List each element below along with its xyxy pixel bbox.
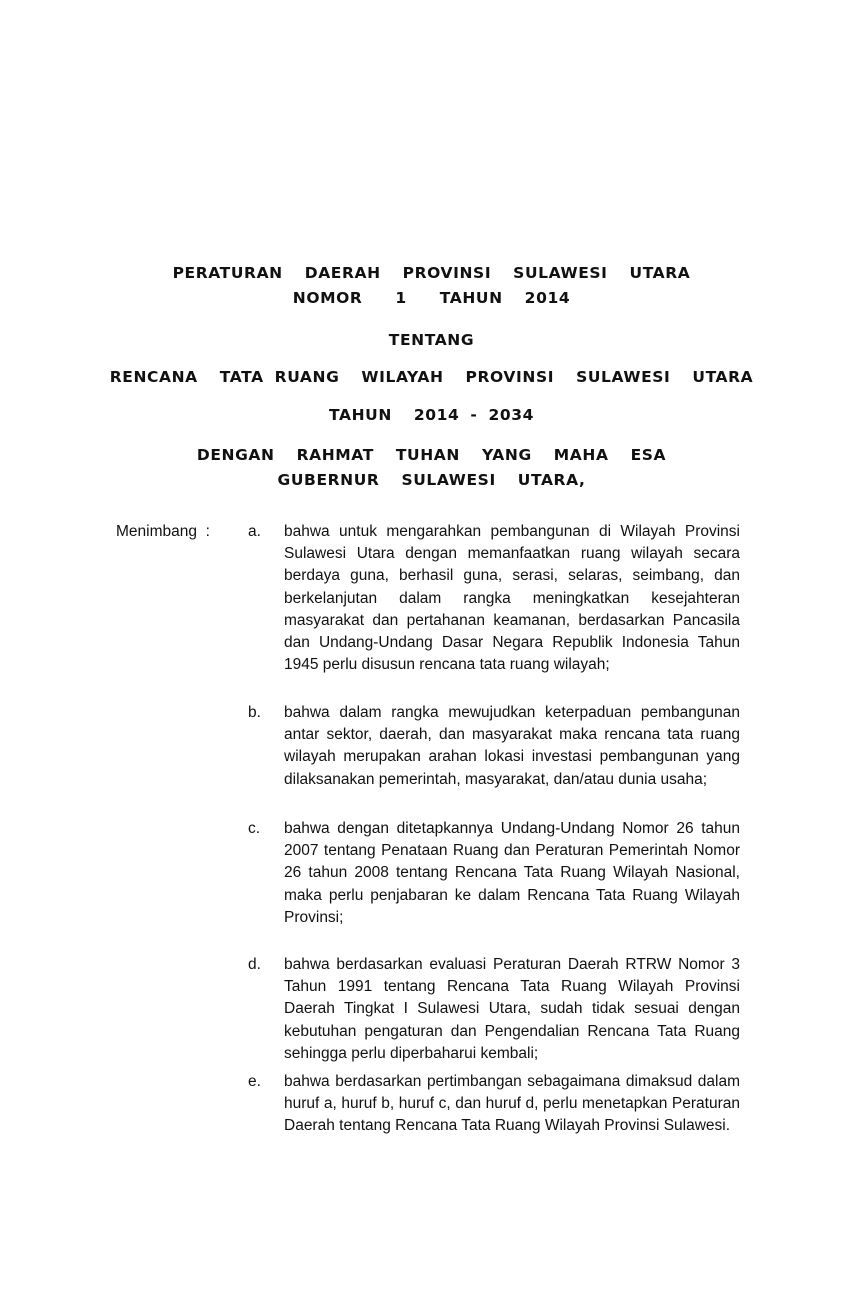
clause-letter: a. (248, 523, 261, 540)
considering-clause-a (248, 521, 740, 676)
regulation-number: NOMOR 1 TAHUN 2014 (292, 289, 571, 307)
issuing-authority: GUBERNUR SULAWESI UTARA, (277, 471, 586, 489)
considering-clause-d (248, 954, 740, 1065)
clause-letter: b. (248, 704, 261, 721)
about-label: TENTANG (388, 331, 475, 349)
regulation-period: TAHUN 2014 - 2034 (329, 406, 534, 424)
clause-text: bahwa berdasarkan pertimbangan sebagaimana dimaksud dalam huruf a, huruf b, huruf c, dan huruf d, perlu menetapkan Peraturan Daerah tentang Rencana Tata Ruang Wilayah Provinsi Sulawesi. (284, 1073, 740, 1135)
clause-text: bahwa untuk mengarahkan pembangunan di Wilayah Provinsi Sulawesi Utara dengan memanfaatkan ruang wilayah secara berdaya guna, berhasil guna, serasi, selaras, seimbang, dan berkelanjutan dalam rangka meningkatkan kesejahteran masyarakat dan pertahanan keamanan, berdasarkan Pancasila dan Undang-Undang Dasar Negara Republik Indonesia Tahun 1945 perlu disusun rencana tata ruang wilayah; (284, 523, 740, 674)
clause-text: bahwa dengan ditetapkannya Undang-Undang Nomor 26 tahun 2007 tentang Penataan Ruang dan Peraturan Pemerintah Nomor 26 tahun 2008 tentang Rencana Tata Ruang Wilayah Nasional, maka perlu penjabaran ke dalam Rencana Tata Ruang Wilayah Provinsi; (284, 820, 740, 926)
considering-clause-b (248, 702, 740, 791)
invocation: DENGAN RAHMAT TUHAN YANG MAHA ESA (196, 446, 667, 464)
considering-clause-c (248, 818, 740, 929)
clause-text: bahwa berdasarkan evaluasi Peraturan Daerah RTRW Nomor 3 Tahun 1991 tentang Rencana Tata Ruang Wilayah Provinsi Daerah Tingkat I Sulawesi Utara, sudah tidak sesuai dengan kebutuhan pengaturan dan Pengendalian Rencana Tata Ruang sehingga perlu diperbaharui kembali; (284, 956, 740, 1062)
regulation-title: PERATURAN DAERAH PROVINSI SULAWESI UTARA (172, 264, 691, 282)
considering-clause-e (248, 1071, 740, 1138)
clause-letter: c. (248, 820, 261, 837)
regulation-subject: RENCANA TATA RUANG WILAYAH PROVINSI SULAWESI UTARA (109, 368, 754, 386)
clause-letter: d. (248, 956, 261, 973)
considering-label: Menimbang : (116, 523, 210, 540)
clause-letter: e. (248, 1073, 261, 1090)
clause-text: bahwa dalam rangka mewujudkan keterpaduan pembangunan antar sektor, daerah, dan masyarakat maka rencana tata ruang wilayah merupakan arahan lokasi investasi pembangunan yang dilaksanakan pemerintah, masyarakat, dan/atau dunia usaha; (284, 704, 740, 788)
